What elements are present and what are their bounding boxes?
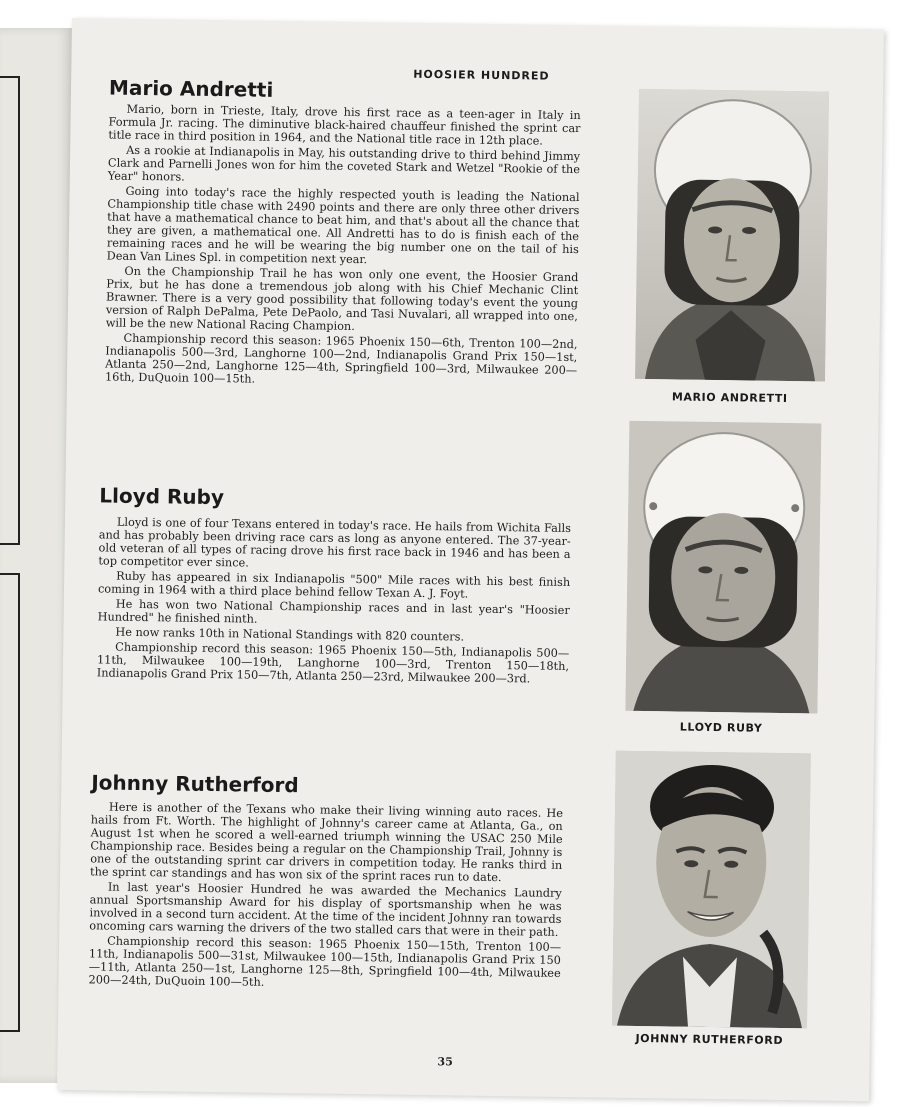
- driver-name-rutherford: Johnny Rutherford: [91, 770, 299, 798]
- bio-paragraph: Championship record this season: 1965 Phoenix 150—15th, Trenton 100—11th, Indianapolis 500—31st, Milwaukee 100—15th, Indianapolis Grand Prix 150—11th, Atlanta 250—1st, Langhorne 125—8th, Springfield 100—4th, Milwaukee 200—24th, DuQuoin 100—5th.: [88, 934, 562, 989]
- driver-photo-andretti: [635, 89, 829, 382]
- driver-bio-andretti: [105, 103, 581, 393]
- driver-name-andretti: Mario Andretti: [108, 75, 274, 102]
- photo-caption-ruby: LLOYD RUBY: [679, 720, 763, 735]
- driver-bio-ruby: [97, 515, 571, 688]
- bio-paragraph: Mario, born in Trieste, Italy, drove his first race as a teen-ager in Italy in Formula Jr. racing. The diminutive black-haired chauffeur finished the sprint car title race in third position in 1964, and the National title race in 12th place.: [108, 102, 581, 148]
- bio-paragraph: Here is another of the Texans who make their living winning auto races. He hails from Ft. Worth. The highlight of Johnny's career came at Atlanta, Ga., on August 1st when he scored a well-earned triumph winning the USAC 250 Mile Championship race. Besides being a regular on the Championship Trail, Johnny is one of the outstanding sprint car drivers in competition today. He ranks third in the sprint car standings and has won six of the sprint races run to date.: [89, 800, 564, 885]
- bio-paragraph: Championship record this season: 1965 Phoenix 150—6th, Trenton 100—2nd, Indianapolis 500—3rd, Langhorne 100—2nd, Indianapolis Grand Prix 150—1st, Atlanta 250—2nd, Langhorne 125—4th, Springfield 100—3rd, Milwaukee 200—16th, DuQuoin 100—15th.: [104, 331, 578, 386]
- bio-paragraph: On the Championship Trail he has won only one event, the Hoosier Grand Prix, but he has done a tremendous job along with his Chief Mechanic Clint Brawner. There is a very good possibility that following today's event the young version of Ralph DePalma, Pete DePaolo, and Tasi Nuvalari, all wrapped into one, will be the new National Racing Champion.: [105, 264, 579, 333]
- photo-caption-andretti: MARIO ANDRETTI: [671, 390, 788, 406]
- program-page: [57, 18, 884, 1101]
- bio-paragraph: Lloyd is one of four Texans entered in today's race. He hails from Wichita Falls and has probably been driving race cars as long as anyone entered. The 37-year-old veteran of all types of racing drove his first race back in 1946 and has been a top competitor ever since.: [98, 515, 572, 570]
- bio-paragraph: In last year's Hoosier Hundred he was awarded the Mechanics Laundry annual Sportsmanship Award for his display of sportsmanship when he was involved in a second turn accident. At the time of the incident Johnny ran towards oncoming cars warning the drivers of the two stalled cars that were in their path.: [89, 880, 562, 939]
- driver-photo-ruby: [625, 421, 821, 714]
- driver-name-ruby: Lloyd Ruby: [99, 483, 225, 510]
- portrait-helmet-image: [635, 89, 829, 382]
- portrait-helmet-image: [625, 421, 821, 714]
- facing-page-frame-top: [0, 76, 20, 545]
- bio-paragraph: Going into today's race the highly respected youth is leading the National Championship title chase with 2490 points and there are only three other drivers that have a mathematical chance to beat him, and that's about all the chance that they are given, a mathematical one. All Andretti has to do is finish each of the remaining races and he will be wearing the big number one on the tail of his Dean Van Lines Spl. in competition next year.: [106, 184, 580, 267]
- portrait-image: [612, 751, 811, 1029]
- bio-paragraph: He has won two National Championship races and in last year's "Hoosier Hundred" he finished ninth.: [97, 597, 570, 626]
- facing-page-frame-bottom: [0, 573, 20, 1032]
- bio-paragraph: As a rookie at Indianapolis in May, his outstanding drive to third behind Jimmy Clark and Parnelli Jones won for him the coveted Stark and Wetzel "Rookie of the Year" honors.: [107, 143, 581, 184]
- running-head: HOOSIER HUNDRED: [413, 67, 550, 83]
- driver-bio-rutherford: [88, 800, 563, 995]
- photo-caption-rutherford: JOHNNY RUTHERFORD: [635, 1031, 784, 1048]
- bio-paragraph: He now ranks 10th in National Standings with 820 counters.: [115, 625, 465, 644]
- bio-paragraph: Championship record this season: 1965 Phoenix 150—5th, Indianapolis 500—11th, Milwaukee 100—19th, Langhorne 100—3rd, Trenton 150—18th, Indianapolis Grand Prix 150—7th, Atlanta 250—23rd, Milwaukee 200—3rd.: [96, 640, 570, 686]
- driver-photo-rutherford: [612, 751, 811, 1029]
- page-number: 35: [437, 1055, 453, 1069]
- bio-paragraph: Ruby has appeared in six Indianapolis "500" Mile races with his best finish coming in 1964 with a third place behind fellow Texan A. J. Foyt.: [97, 569, 571, 601]
